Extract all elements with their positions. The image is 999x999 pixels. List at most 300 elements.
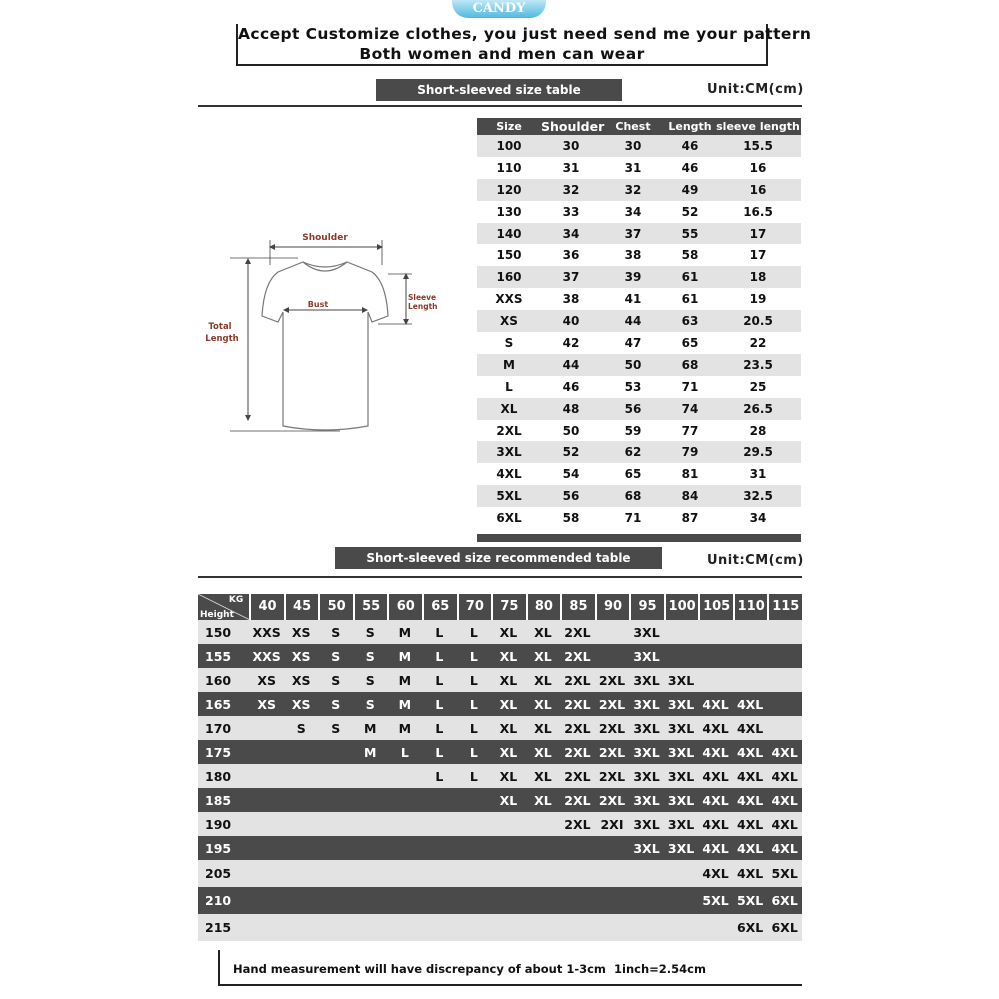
recommended-table-title: Short-sleeved size recommended table <box>335 547 662 569</box>
cell-sleeve-length: 20.5 <box>743 314 773 329</box>
recommended-size-cell: XS <box>291 624 311 640</box>
height-cell: 165 <box>205 696 232 712</box>
cell-length: 79 <box>681 445 699 460</box>
recommended-table-row <box>198 887 802 914</box>
recommended-size-cell: 4XL <box>736 696 764 712</box>
recommended-size-cell: M <box>398 672 412 688</box>
size-table-row <box>477 398 801 420</box>
recommended-size-cell: 4XL <box>702 816 729 832</box>
cell-chest: 50 <box>624 357 642 372</box>
kg-column-header: 80 <box>528 594 561 620</box>
recommended-table-row <box>198 740 802 764</box>
total-length-label-1: Total <box>208 322 232 332</box>
recommended-size-cell: M <box>364 720 377 736</box>
recommended-size-cell: 4XL <box>702 720 729 736</box>
recommended-size-cell: XS <box>291 696 311 712</box>
size-table-header <box>477 118 801 135</box>
cell-length: 65 <box>681 335 699 350</box>
cell-chest: 44 <box>624 314 642 329</box>
size-table-row <box>477 288 801 310</box>
tshirt-measurement-diagram <box>200 220 450 440</box>
recommended-size-cell: L <box>469 648 478 664</box>
kg-column-header: 115 <box>769 594 802 620</box>
cell-size: 5XL <box>496 489 522 504</box>
cell-size: XL <box>500 401 518 416</box>
cell-sleeve-length: 34 <box>749 511 767 526</box>
recommended-size-cell: 4XL <box>771 768 798 784</box>
recommended-table-row <box>198 668 802 692</box>
cell-size: XXS <box>495 292 523 307</box>
sleeve-length-label-2: Length <box>408 302 438 311</box>
recommended-size-cell: XS <box>257 672 276 688</box>
recommended-table-header <box>198 594 802 620</box>
recommended-size-cell: XL <box>534 720 552 736</box>
height-cell: 195 <box>205 840 232 856</box>
recommended-size-cell: L <box>469 624 478 640</box>
cell-shoulder: 38 <box>562 292 580 307</box>
size-table-row <box>477 463 801 485</box>
height-cell: 190 <box>205 816 232 832</box>
header-length: Length <box>668 120 712 133</box>
recommended-size-cell: S <box>331 672 341 688</box>
size-table-row <box>477 223 801 245</box>
shoulder-label: Shoulder <box>302 233 348 243</box>
recommended-size-cell: 6XL <box>771 920 798 935</box>
cell-size: L <box>505 379 513 394</box>
cell-shoulder: 42 <box>562 335 580 350</box>
cell-shoulder: 33 <box>562 204 580 219</box>
cell-shoulder: 52 <box>562 445 580 460</box>
recommended-size-cell: S <box>365 672 375 688</box>
recommended-size-cell: 2XL <box>564 672 591 688</box>
cell-size: 6XL <box>496 511 522 526</box>
recommended-size-cell: 2XL <box>598 696 626 712</box>
recommended-table-row <box>198 860 802 887</box>
size-table-row <box>477 507 801 529</box>
cell-size: 4XL <box>496 467 522 482</box>
recommended-size-cell: XL <box>534 672 552 688</box>
recommended-size-cell: 3XL <box>633 816 660 832</box>
total-length-label-2: Length <box>205 334 239 344</box>
recommended-size-cell: XL <box>499 720 518 736</box>
headline-line-1: Accept Customize clothes, you just need send me your pattern <box>238 25 812 43</box>
cell-sleeve-length: 25 <box>749 379 767 394</box>
recommended-size-cell: 4XL <box>771 744 798 760</box>
recommended-size-cell: 3XL <box>667 744 695 760</box>
recommended-size-cell: 4XL <box>736 840 764 856</box>
recommended-size-cell: L <box>469 720 478 736</box>
recommended-size-cell: S <box>365 696 375 712</box>
cell-length: 87 <box>681 511 699 526</box>
recommended-size-cell: 3XL <box>633 840 660 856</box>
bust-label: Bust <box>307 300 329 309</box>
recommended-size-cell: S <box>365 624 375 640</box>
recommended-size-cell: 3XL <box>667 672 695 688</box>
recommended-size-cell: 3XL <box>667 720 695 736</box>
recommended-size-cell: 4XL <box>736 720 764 736</box>
recommended-size-cell: 2XL <box>564 816 591 832</box>
recommended-size-cell: 5XL <box>702 893 729 908</box>
recommended-table-body <box>198 620 802 941</box>
recommended-size-cell: 4XL <box>736 816 764 832</box>
recommended-size-cell: L <box>435 768 444 784</box>
recommended-size-table <box>198 594 802 941</box>
height-cell: 155 <box>205 648 232 664</box>
recommended-size-cell: 2XL <box>564 696 591 712</box>
measurement-note: Hand measurement will have discrepancy of about 1-3cm <box>233 962 606 976</box>
kg-column-header: 60 <box>389 594 422 620</box>
recommended-size-cell: 3XL <box>633 648 660 664</box>
recommended-size-cell: XXS <box>252 648 281 664</box>
recommended-size-cell: 3XL <box>633 720 660 736</box>
recommended-size-cell: XL <box>499 624 518 640</box>
recommended-size-cell: 2XL <box>564 744 591 760</box>
size-table-footer-bar <box>477 534 801 542</box>
recommended-size-cell: S <box>331 696 341 712</box>
kg-column-header: 75 <box>493 594 526 620</box>
size-table-title: Short-sleeved size table <box>376 79 622 101</box>
recommended-size-cell: 5XL <box>771 866 798 881</box>
recommended-size-cell: 6XL <box>736 920 764 935</box>
cell-size: 100 <box>496 138 522 153</box>
cell-chest: 59 <box>624 423 642 438</box>
recommended-size-cell: 4XL <box>771 840 798 856</box>
cell-length: 46 <box>681 138 699 153</box>
cell-chest: 56 <box>624 401 642 416</box>
recommended-size-cell: L <box>435 672 444 688</box>
cell-shoulder: 50 <box>562 423 580 438</box>
headline <box>236 24 812 66</box>
recommended-size-cell: 5XL <box>736 893 764 908</box>
cell-sleeve-length: 17 <box>749 248 767 263</box>
recommended-size-cell: 2XI <box>600 816 624 832</box>
recommended-size-cell: 4XL <box>771 816 798 832</box>
recommended-size-cell: 3XL <box>633 792 660 808</box>
recommended-size-cell: L <box>469 768 478 784</box>
recommended-size-cell: XL <box>499 792 518 808</box>
kg-column-header: 90 <box>597 594 630 620</box>
size-table-row <box>477 354 801 376</box>
size-table-row <box>477 485 801 507</box>
cell-length: 71 <box>681 379 699 394</box>
recommended-size-cell: 2XL <box>598 720 626 736</box>
cell-size: 130 <box>496 204 522 219</box>
cell-size: 150 <box>496 248 522 263</box>
recommended-size-cell: L <box>469 696 478 712</box>
recommended-size-cell: XS <box>291 672 311 688</box>
cell-sleeve-length: 16 <box>749 160 767 175</box>
cell-size: S <box>504 335 514 350</box>
recommended-size-cell: 4XL <box>736 792 764 808</box>
recommended-size-cell: XL <box>499 696 518 712</box>
divider <box>198 576 802 578</box>
cell-sleeve-length: 26.5 <box>743 401 773 416</box>
cell-length: 74 <box>681 401 699 416</box>
cell-shoulder: 34 <box>562 226 580 241</box>
recommended-table-row <box>198 620 802 644</box>
recommended-size-cell: 4XL <box>736 744 764 760</box>
cell-shoulder: 56 <box>562 489 580 504</box>
recommended-table-unit: Unit:CM(cm) <box>707 553 804 568</box>
recommended-size-cell: 3XL <box>667 816 695 832</box>
cell-length: 58 <box>681 248 699 263</box>
kg-column-header: 65 <box>424 594 457 620</box>
cell-sleeve-length: 16.5 <box>743 204 773 219</box>
cell-chest: 39 <box>624 270 642 285</box>
size-table-unit: Unit:CM(cm) <box>707 82 804 97</box>
size-table-row <box>477 244 801 266</box>
recommended-size-cell: M <box>398 624 412 640</box>
recommended-size-cell: S <box>365 648 375 664</box>
recommended-size-cell: 3XL <box>633 672 660 688</box>
recommended-size-cell: XL <box>534 696 552 712</box>
recommended-table-row <box>198 812 802 836</box>
recommended-size-cell: M <box>364 744 377 760</box>
recommended-size-cell: L <box>435 696 444 712</box>
recommended-size-cell: L <box>469 744 478 760</box>
cell-sleeve-length: 22 <box>749 335 767 350</box>
tshirt-outline-icon <box>262 262 388 430</box>
cell-sleeve-length: 16 <box>749 182 767 197</box>
cell-chest: 71 <box>624 511 642 526</box>
recommended-size-cell: 2XL <box>598 744 626 760</box>
cell-size: 2XL <box>496 423 522 438</box>
cell-shoulder: 37 <box>562 270 580 285</box>
recommended-size-cell: S <box>331 720 341 736</box>
cell-sleeve-length: 29.5 <box>743 445 773 460</box>
recommended-size-cell: 3XL <box>633 624 660 640</box>
headline-line-2: Both women and men can wear <box>359 45 645 63</box>
cell-length: 68 <box>681 357 699 372</box>
kg-column-header: 70 <box>459 594 492 620</box>
kg-column-header: 50 <box>320 594 353 620</box>
recommended-size-cell: L <box>435 648 444 664</box>
recommended-size-cell: 3XL <box>633 744 660 760</box>
recommended-size-cell: 3XL <box>633 696 660 712</box>
cell-chest: 32 <box>624 182 642 197</box>
recommended-size-cell: 4XL <box>702 768 729 784</box>
cell-sleeve-length: 28 <box>749 423 767 438</box>
height-cell: 180 <box>205 768 232 784</box>
recommended-size-cell: XL <box>534 792 552 808</box>
cell-shoulder: 30 <box>562 138 580 153</box>
cell-chest: 68 <box>624 489 642 504</box>
height-cell: 210 <box>205 893 232 908</box>
cell-length: 61 <box>681 292 699 307</box>
recommended-size-cell: 4XL <box>702 840 729 856</box>
recommended-size-cell: XL <box>534 744 552 760</box>
recommended-size-cell: L <box>469 672 478 688</box>
recommended-size-cell: L <box>435 744 444 760</box>
recommended-table-row <box>198 788 802 812</box>
cell-chest: 30 <box>624 138 642 153</box>
cell-length: 84 <box>681 489 699 504</box>
header-chest: Chest <box>615 120 651 133</box>
cell-chest: 53 <box>624 379 642 394</box>
size-table-body <box>477 135 801 529</box>
recommended-size-cell: 2XL <box>598 768 626 784</box>
cell-shoulder: 32 <box>562 182 580 197</box>
recommended-size-cell: 2XL <box>598 672 626 688</box>
recommended-size-cell: M <box>398 720 412 736</box>
recommended-size-cell: 3XL <box>633 768 660 784</box>
kg-column-header: 40 <box>251 594 284 620</box>
size-table-row <box>477 420 801 442</box>
cell-shoulder: 40 <box>562 314 580 329</box>
kg-column-header: 105 <box>700 594 733 620</box>
recommended-size-cell: S <box>331 648 341 664</box>
cell-length: 63 <box>681 314 699 329</box>
recommended-size-cell: 2XL <box>564 624 591 640</box>
kg-column-header: 45 <box>286 594 319 620</box>
cell-sleeve-length: 23.5 <box>743 357 773 372</box>
header-shoulder: Shoulder <box>541 119 605 134</box>
recommended-size-cell: XL <box>499 672 518 688</box>
brand-logo: CANDY <box>452 0 546 18</box>
cell-chest: 34 <box>624 204 642 219</box>
size-table-row <box>477 179 801 201</box>
cell-chest: 65 <box>624 467 642 482</box>
cell-shoulder: 58 <box>562 511 580 526</box>
cell-chest: 38 <box>624 248 642 263</box>
size-table-row <box>477 376 801 398</box>
recommended-size-cell: 4XL <box>736 866 764 881</box>
recommended-size-cell: XL <box>534 624 552 640</box>
recommended-table-row <box>198 836 802 860</box>
cell-shoulder: 48 <box>562 401 580 416</box>
size-table-row <box>477 441 801 463</box>
header-sleeve-length: sleeve length <box>716 120 800 133</box>
recommended-size-cell: XXS <box>252 624 281 640</box>
size-table-row <box>477 135 801 157</box>
sleeve-length-label-1: Sleeve <box>408 293 437 302</box>
cell-shoulder: 54 <box>562 467 580 482</box>
recommended-size-cell: 2XL <box>564 792 591 808</box>
recommended-table-row <box>198 914 802 941</box>
cell-chest: 62 <box>624 445 642 460</box>
size-table-row <box>477 332 801 354</box>
recommended-size-cell: S <box>296 720 306 736</box>
height-cell: 185 <box>205 792 232 808</box>
cell-size: 120 <box>496 182 522 197</box>
recommended-table-row <box>198 644 802 668</box>
cell-sleeve-length: 18 <box>749 270 767 285</box>
recommended-size-cell: 4XL <box>771 792 798 808</box>
cell-shoulder: 46 <box>562 379 580 394</box>
cell-size: 110 <box>496 160 522 175</box>
recommended-size-cell: L <box>435 624 444 640</box>
corner-cell <box>198 594 249 620</box>
recommended-size-cell: XL <box>534 648 552 664</box>
recommended-size-cell: M <box>398 696 412 712</box>
cell-size: XS <box>500 314 518 329</box>
recommended-size-cell: L <box>400 744 409 760</box>
cell-sleeve-length: 32.5 <box>743 489 773 504</box>
recommended-size-cell: XL <box>499 648 518 664</box>
recommended-size-cell: M <box>398 648 412 664</box>
recommended-table-row <box>198 764 802 788</box>
cell-length: 52 <box>681 204 699 219</box>
size-table-row <box>477 266 801 288</box>
size-table-row <box>477 201 801 223</box>
recommended-size-cell: 4XL <box>702 744 729 760</box>
recommended-size-cell: XL <box>499 768 518 784</box>
recommended-size-cell: 4XL <box>702 696 729 712</box>
cell-shoulder: 44 <box>562 357 580 372</box>
size-table-row <box>477 157 801 179</box>
cell-shoulder: 36 <box>562 248 580 263</box>
recommended-size-cell: XS <box>291 648 311 664</box>
recommended-size-cell: 2XL <box>564 648 591 664</box>
recommended-size-cell: XL <box>499 744 518 760</box>
cell-sleeve-length: 31 <box>749 467 767 482</box>
recommended-size-cell: 3XL <box>667 792 695 808</box>
kg-label: KG <box>228 595 244 605</box>
recommended-size-cell: XL <box>534 768 552 784</box>
recommended-size-cell: 4XL <box>702 866 729 881</box>
kg-column-header: 55 <box>355 594 388 620</box>
recommended-size-cell: 6XL <box>771 893 798 908</box>
cell-length: 77 <box>681 423 699 438</box>
recommended-size-cell: L <box>435 720 444 736</box>
height-cell: 170 <box>205 720 232 736</box>
recommended-size-cell: 4XL <box>736 768 764 784</box>
recommended-size-cell: S <box>331 624 341 640</box>
cell-length: 49 <box>681 182 699 197</box>
divider <box>198 105 802 107</box>
cell-length: 61 <box>681 270 699 285</box>
cell-chest: 47 <box>624 335 642 350</box>
cell-size: 3XL <box>496 445 522 460</box>
kg-column-header: 100 <box>666 594 699 620</box>
cell-sleeve-length: 17 <box>749 226 767 241</box>
height-cell: 215 <box>205 920 232 935</box>
recommended-size-cell: 3XL <box>667 840 695 856</box>
recommended-size-cell: 4XL <box>702 792 729 808</box>
recommended-size-cell: 2XL <box>598 792 626 808</box>
cell-size: M <box>503 357 515 372</box>
inch-conversion-note: 1inch=2.54cm <box>614 962 706 976</box>
kg-column-header: 95 <box>631 594 664 620</box>
cell-sleeve-length: 15.5 <box>743 138 773 153</box>
kg-column-header: 85 <box>562 594 595 620</box>
cell-shoulder: 31 <box>562 160 580 175</box>
cell-length: 81 <box>681 467 699 482</box>
cell-length: 46 <box>681 160 699 175</box>
height-cell: 150 <box>205 624 232 640</box>
recommended-table-row <box>198 692 802 716</box>
cell-chest: 41 <box>624 292 642 307</box>
recommended-size-cell: 3XL <box>667 768 695 784</box>
cell-size: 140 <box>496 226 522 241</box>
height-label: Height <box>200 610 234 620</box>
size-table <box>477 118 801 542</box>
height-cell: 160 <box>205 672 232 688</box>
recommended-table-row <box>198 716 802 740</box>
cell-length: 55 <box>681 226 699 241</box>
recommended-size-cell: 2XL <box>564 768 591 784</box>
recommended-size-cell: 2XL <box>564 720 591 736</box>
height-cell: 175 <box>205 744 232 760</box>
recommended-size-cell: 3XL <box>667 696 695 712</box>
size-table-row <box>477 310 801 332</box>
cell-size: 160 <box>496 270 522 285</box>
cell-chest: 37 <box>624 226 642 241</box>
header-size: Size <box>496 120 522 133</box>
height-cell: 205 <box>205 866 232 881</box>
cell-chest: 31 <box>624 160 642 175</box>
cell-sleeve-length: 19 <box>749 292 767 307</box>
